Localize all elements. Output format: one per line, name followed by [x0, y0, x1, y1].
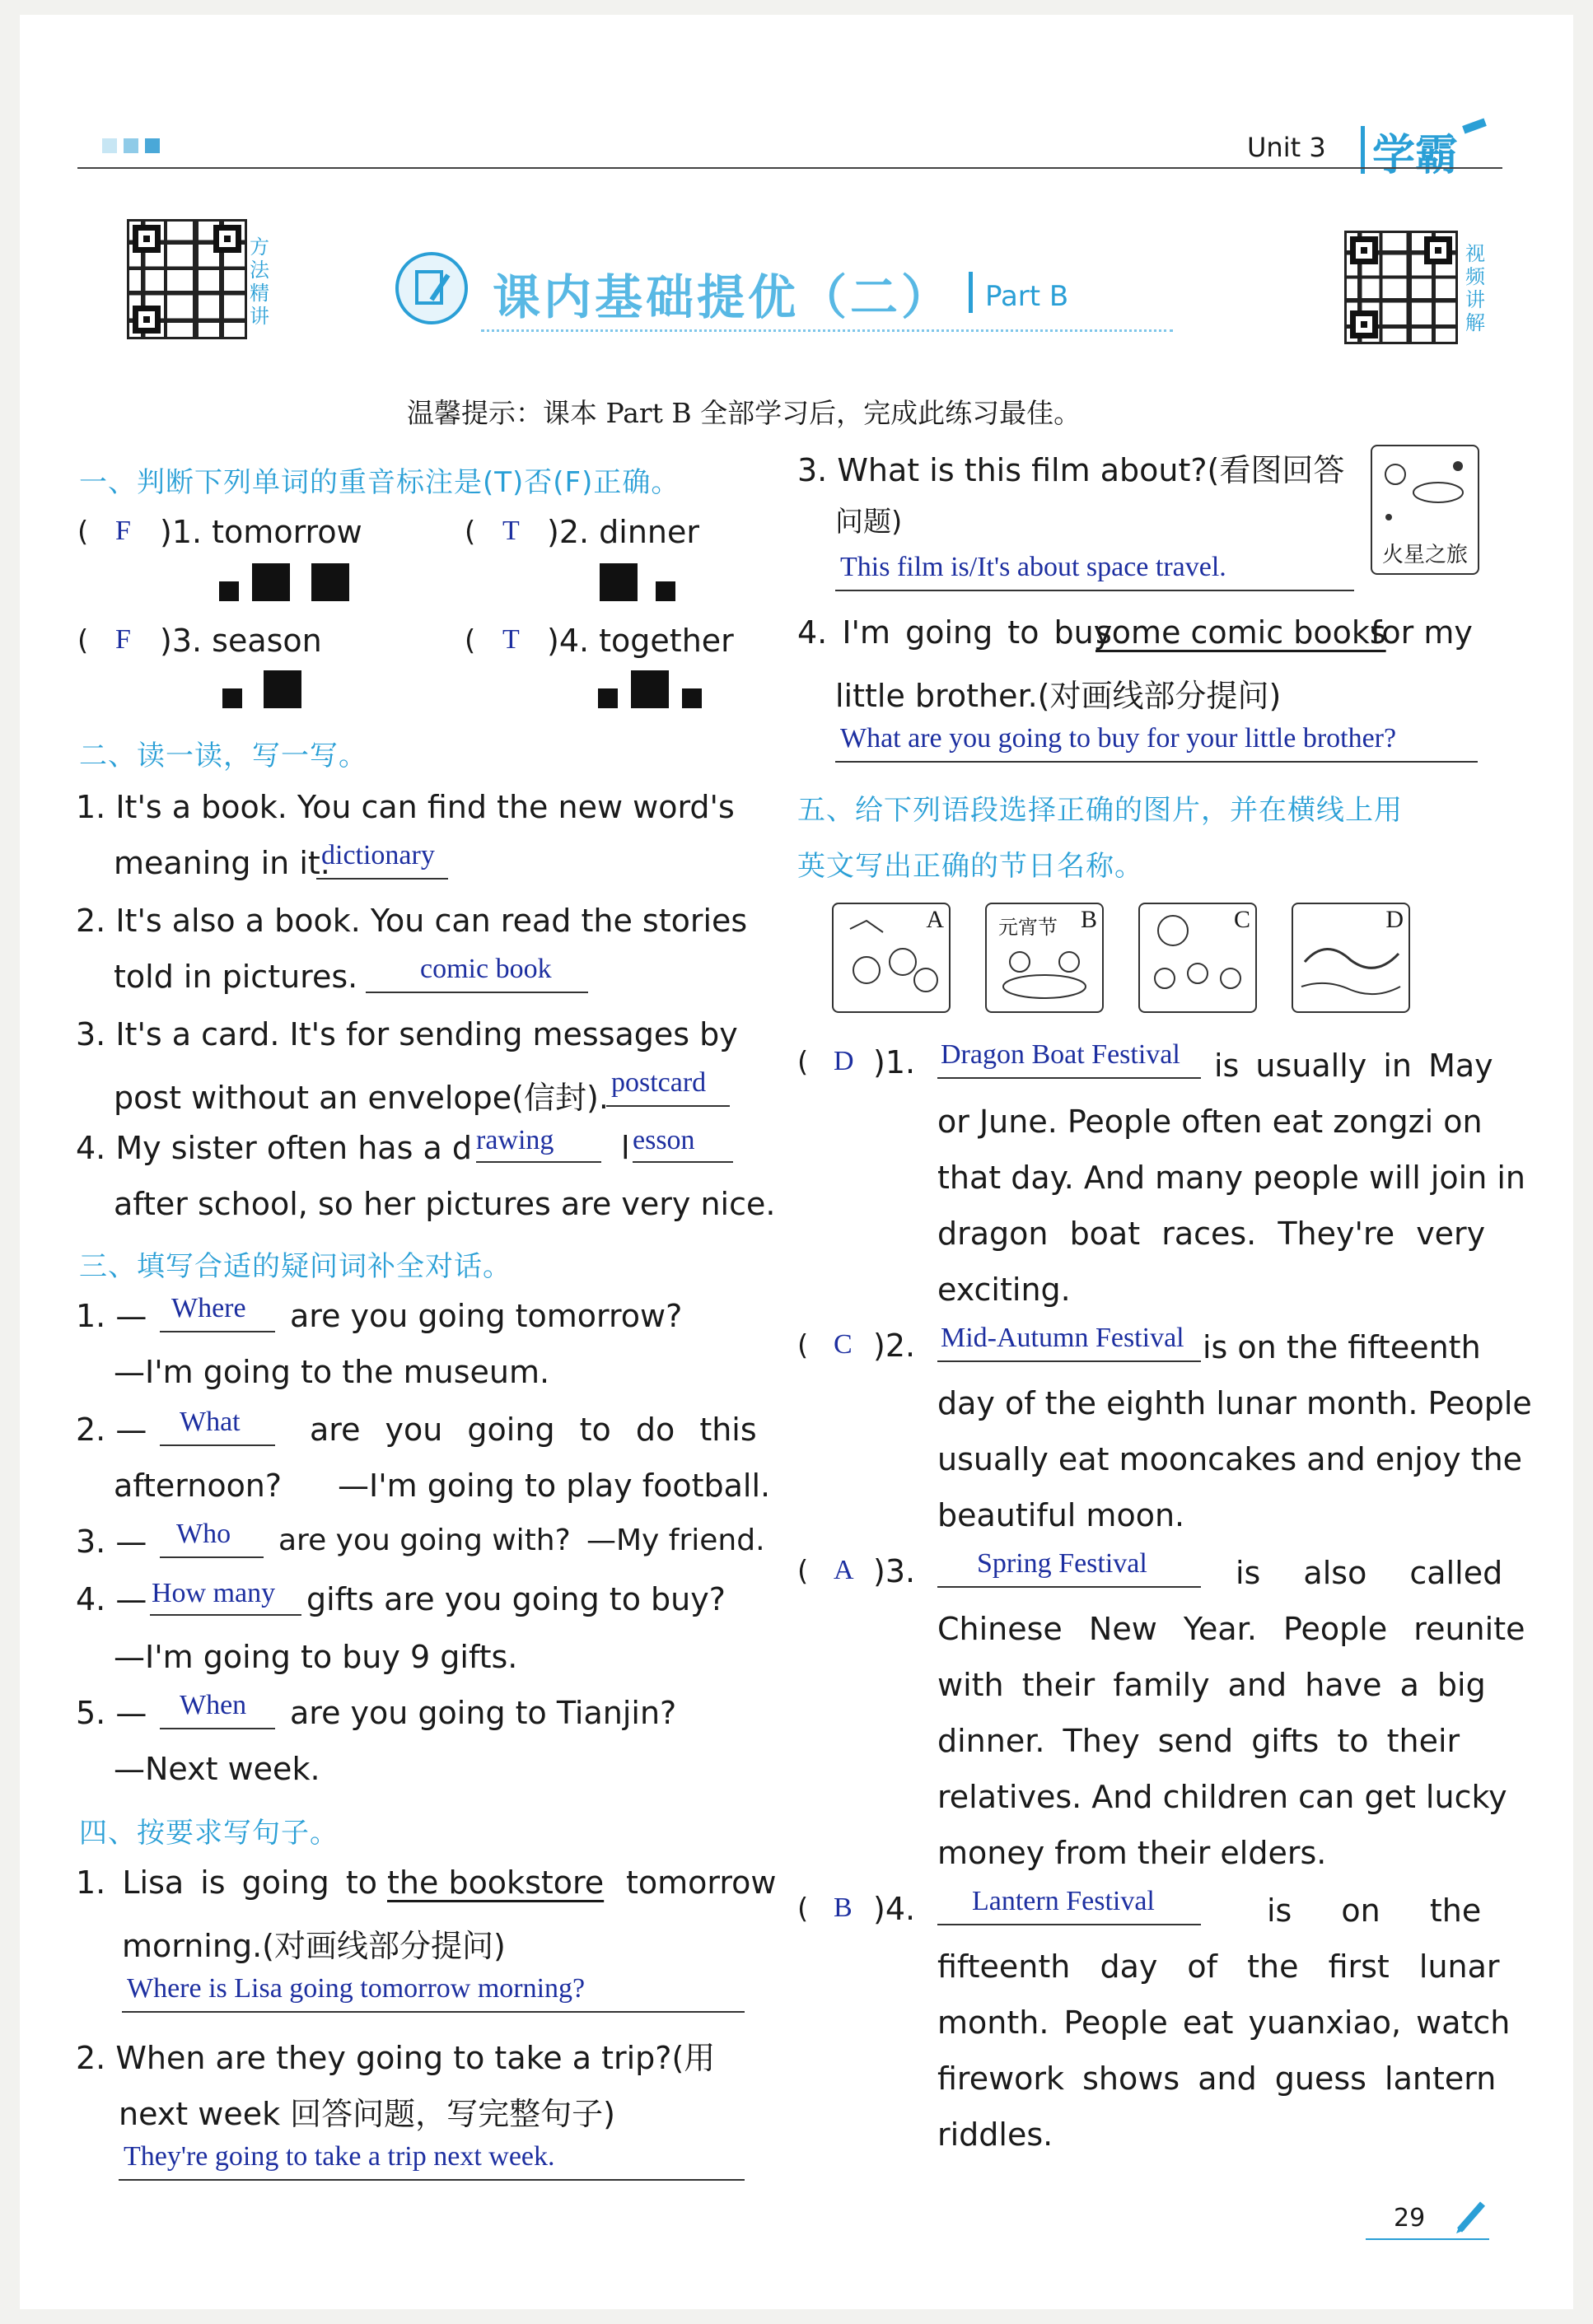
festival-picture-d — [1292, 903, 1410, 1013]
s2-q2-line2: told in pictures. — [114, 959, 358, 995]
section3-title: 三、填写合适的疑问词补全对话。 — [79, 1250, 512, 1283]
pencil-badge-icon — [395, 252, 468, 324]
s1-q4-paren: ( — [465, 624, 476, 657]
s1-q4-stress-dot — [682, 688, 702, 708]
s3-q2-text: are you going to do this — [310, 1412, 757, 1448]
s1-q1-stress-dot — [219, 581, 239, 601]
s1-q1-stress-dot — [252, 563, 290, 601]
s4-q1-blank[interactable] — [122, 2011, 745, 2013]
left-qr-caption: 方法精讲 — [250, 236, 269, 328]
s3-q5-num: 5. — — [76, 1695, 147, 1731]
s4-q1-line1b: tomorrow — [626, 1864, 777, 1901]
s5-q4-blank[interactable] — [937, 1924, 1201, 1925]
left-qr-code[interactable] — [127, 219, 247, 339]
s3-q1-answer: Where — [171, 1293, 246, 1323]
s5-q4-line2: fifteenth day of the first lunar — [937, 1948, 1500, 1985]
ufo-icon — [1413, 483, 1463, 502]
s3-q3-num: 3. — — [76, 1524, 147, 1560]
picture-a-label: A — [926, 906, 944, 933]
s1-q4-word: )4. together — [547, 623, 734, 659]
s2-q4-line2: after school, so her pictures are very nice. — [114, 1186, 776, 1222]
s5-q4-num: )4. — [873, 1891, 916, 1927]
s5-q1-line4: dragon boat races. They're very — [937, 1216, 1486, 1252]
s5-q1-answer: D — [834, 1046, 854, 1076]
s5-q3-answer: A — [834, 1555, 854, 1585]
s1-q2-word: )2. dinner — [547, 514, 700, 550]
s4-q4-blank[interactable] — [835, 761, 1478, 763]
s2-q4-blank1[interactable] — [476, 1161, 601, 1163]
s4-q4-line2: little brother.(对画线部分提问) — [835, 678, 1282, 714]
section4-title: 四、按要求写句子。 — [79, 1817, 339, 1850]
s4-q3-line1: 3. What is this film about?(看图回答 — [797, 452, 1345, 488]
s3-q4-reply: —I'm going to buy 9 gifts. — [114, 1639, 518, 1675]
s5-q2-line3: usually eat mooncakes and enjoy the — [937, 1441, 1523, 1477]
s2-q1-line1: 1. It's a book. You can find the new word's — [76, 789, 735, 825]
page-title: 课内基础提优（二） — [493, 269, 953, 325]
picture-b-text: 元宵节 — [998, 916, 1058, 939]
section1-title: 一、判断下列单词的重音标注是(T)否(F)正确。 — [79, 466, 680, 499]
s4-q4-line1a: 4. I'm going to buy — [797, 614, 1113, 651]
s4-q2-blank[interactable] — [119, 2179, 745, 2181]
s1-q1-answer: F — [115, 516, 131, 546]
s3-q3-answer: Who — [176, 1519, 231, 1549]
s1-q3-paren: ( — [77, 624, 89, 657]
s4-q2-line1: 2. When are they going to take a trip?(用 — [76, 2040, 716, 2076]
s3-q3-blank[interactable] — [160, 1556, 264, 1558]
s5-q2-blank[interactable] — [937, 1360, 1201, 1362]
s3-q2-text2: afternoon? — [114, 1468, 283, 1504]
s5-q2-answer: C — [834, 1329, 853, 1360]
s3-q1-blank[interactable] — [160, 1331, 275, 1332]
s5-q3-line3: with their family and have a big — [937, 1667, 1486, 1703]
s3-q5-answer: When — [180, 1690, 247, 1720]
s1-q2-stress-dot — [656, 581, 675, 601]
s1-q1-stress-dot — [311, 563, 349, 601]
picture-d-label: D — [1385, 906, 1404, 933]
s5-q3-line5: relatives. And children can get lucky — [937, 1779, 1507, 1815]
film-poster-image — [1371, 445, 1479, 575]
s3-q5-reply: —Next week. — [114, 1751, 320, 1787]
s5-q3-line4: dinner. They send gifts to their — [937, 1723, 1460, 1759]
dragon-boat-icon — [1305, 949, 1399, 968]
s1-q3-stress-dot — [222, 688, 242, 708]
unit-label: Unit 3 — [1247, 132, 1326, 163]
s1-q3-word: )3. season — [160, 623, 322, 659]
s3-q5-text: are you going to Tianjin? — [290, 1695, 677, 1731]
s1-q4-stress-dot — [631, 670, 669, 708]
s3-q3-text: are you going with? — [278, 1524, 571, 1557]
s2-q2-blank[interactable] — [366, 992, 588, 993]
s5-q1-line1: is usually in May — [1214, 1048, 1493, 1084]
s4-q2-line2: next week 回答问题，写完整句子) — [119, 2096, 616, 2132]
s5-q2-line1: is on the fifteenth — [1203, 1329, 1481, 1365]
s4-q2-answer: They're going to take a trip next week. — [124, 2141, 555, 2172]
s2-q2-line1: 2. It's also a book. You can read the stories — [76, 903, 748, 939]
s5-q4-line4: firework shows and guess lantern — [937, 2060, 1497, 2097]
s5-q3-festival: Spring Festival — [977, 1548, 1147, 1579]
s5-q1-line2: or June. People often eat zongzi on — [937, 1104, 1483, 1140]
s5-q2-festival: Mid-Autumn Festival — [941, 1323, 1184, 1353]
s5-q1-paren: ( — [797, 1046, 809, 1079]
s3-q1-text: are you going tomorrow? — [290, 1298, 683, 1334]
section5-title-line1: 五、给下列语段选择正确的图片，并在横线上用 — [797, 794, 1403, 827]
s2-q3-blank[interactable] — [606, 1105, 730, 1107]
s1-q3-answer: F — [115, 624, 131, 655]
s1-q1-word: )1. tomorrow — [160, 514, 362, 550]
film-poster-caption: 火星之旅 — [1381, 543, 1468, 567]
festival-picture-a — [832, 903, 951, 1013]
s2-q3-line2: post without an envelope(信封). — [114, 1080, 609, 1116]
s3-q2-num: 2. — — [76, 1412, 147, 1448]
brand-logo: 学霸 — [1372, 131, 1459, 180]
tip-text: 温馨提示：课本 Part B 全部学习后，完成此练习最佳。 — [407, 397, 1081, 429]
header-rule — [77, 167, 1502, 169]
s2-q1-blank[interactable] — [316, 878, 448, 880]
s3-q1-num: 1. — — [76, 1298, 147, 1334]
s5-q3-num: )3. — [873, 1553, 916, 1589]
s3-q2-reply: —I'm going to play football. — [338, 1468, 771, 1504]
s4-q1-answer: Where is Lisa going tomorrow morning? — [127, 1973, 586, 2004]
s5-q4-paren: ( — [797, 1892, 809, 1925]
s4-q3-line2: 问题) — [835, 506, 903, 539]
s3-q5-blank[interactable] — [160, 1728, 275, 1729]
s5-q2-paren: ( — [797, 1329, 809, 1362]
s2-q1-answer: dictionary — [321, 840, 435, 870]
s5-q4-festival: Lantern Festival — [972, 1886, 1155, 1916]
s1-q1-paren: ( — [77, 516, 89, 548]
s3-q1-reply: —I'm going to the museum. — [114, 1354, 550, 1390]
s1-q4-stress-dot — [598, 688, 618, 708]
section5-title-line2: 英文写出正确的节日名称。 — [797, 850, 1143, 883]
s3-q2-answer: What — [180, 1407, 241, 1437]
s2-q2-answer: comic book — [420, 954, 552, 984]
s3-q4-blank[interactable] — [150, 1614, 301, 1616]
s5-q4-line1: is on the — [1267, 1892, 1482, 1929]
s3-q4-text: gifts are you going to buy? — [306, 1581, 726, 1617]
s5-q4-line5: riddles. — [937, 2116, 1053, 2153]
s4-q1-underlined: the bookstore — [387, 1864, 605, 1901]
s4-q4-line1b: for my — [1371, 614, 1473, 651]
s3-q4-num: 4. — — [76, 1581, 147, 1617]
s3-q2-blank[interactable] — [160, 1444, 275, 1446]
right-qr-caption: 视频讲解 — [1465, 242, 1485, 334]
s2-q4-answer2: esson — [633, 1125, 695, 1155]
s1-q2-paren: ( — [465, 516, 476, 548]
s5-q1-blank[interactable] — [937, 1077, 1201, 1079]
s2-q4-line1: 4. My sister often has a d — [76, 1130, 472, 1166]
picture-c-label: C — [1233, 906, 1250, 933]
s3-q4-answer: How many — [152, 1578, 276, 1608]
planet-icon — [1385, 464, 1405, 484]
s5-q1-line5: exciting. — [937, 1272, 1071, 1308]
s5-q3-blank[interactable] — [937, 1586, 1201, 1588]
s1-q2-answer: T — [502, 516, 520, 546]
picture-b-label: B — [1080, 906, 1097, 933]
s2-q1-line2: meaning in it. — [114, 845, 330, 881]
s5-q3-line1: is also called — [1236, 1555, 1503, 1591]
s4-q1-line1a: 1. Lisa is going to — [76, 1864, 378, 1901]
brand-hat-icon — [1462, 119, 1487, 134]
s2-q3-answer: postcard — [611, 1067, 707, 1098]
part-label: Part B — [985, 280, 1069, 313]
s1-q2-stress-dot — [600, 563, 638, 601]
page-number-rule — [1366, 2238, 1489, 2240]
right-qr-code[interactable] — [1344, 231, 1458, 344]
s5-q1-festival: Dragon Boat Festival — [941, 1039, 1180, 1070]
s5-q4-answer: B — [834, 1892, 853, 1923]
s5-q4-line3: month. People eat yuanxiao, watch — [937, 2004, 1511, 2041]
s2-q3-line1: 3. It's a card. It's for sending messages by — [76, 1016, 738, 1052]
s3-q3-reply: —My friend. — [586, 1524, 765, 1557]
section2-title: 二、读一读，写一写。 — [79, 740, 367, 772]
festival-picture-b — [985, 903, 1104, 1013]
s2-q4-l: l — [621, 1130, 630, 1166]
s5-q1-num: )1. — [873, 1044, 916, 1080]
s1-q4-answer: T — [502, 624, 520, 655]
s5-q3-line2: Chinese New Year. People reunite — [937, 1611, 1525, 1647]
moon-icon — [1158, 916, 1188, 945]
s5-q2-line2: day of the eighth lunar month. People — [937, 1385, 1532, 1421]
title-divider — [969, 272, 973, 313]
s2-q4-blank2[interactable] — [633, 1161, 733, 1163]
s4-q4-answer: What are you going to buy for your little brother? — [840, 723, 1397, 754]
s4-q3-blank[interactable] — [835, 590, 1354, 591]
title-dotted-rule — [481, 329, 1173, 332]
s4-q1-line2: morning.(对画线部分提问) — [122, 1928, 506, 1964]
s1-q3-stress-dot — [264, 670, 301, 708]
s5-q2-num: )2. — [873, 1328, 916, 1364]
s4-q4-underlined: some comic books — [1095, 614, 1386, 651]
festival-picture-c — [1138, 903, 1257, 1013]
s5-q3-paren: ( — [797, 1555, 809, 1588]
s5-q1-line3: that day. And many people will join in — [937, 1160, 1526, 1196]
s5-q3-line6: money from their elders. — [937, 1835, 1327, 1871]
page-number: 29 — [1394, 2204, 1426, 2233]
s2-q4-answer1: rawing — [476, 1125, 554, 1155]
s5-q2-line4: beautiful moon. — [937, 1497, 1185, 1533]
s4-q3-answer: This film is/It's about space travel. — [840, 552, 1226, 582]
workbook-page — [20, 15, 1573, 2309]
pencil-icon — [1455, 2199, 1488, 2238]
